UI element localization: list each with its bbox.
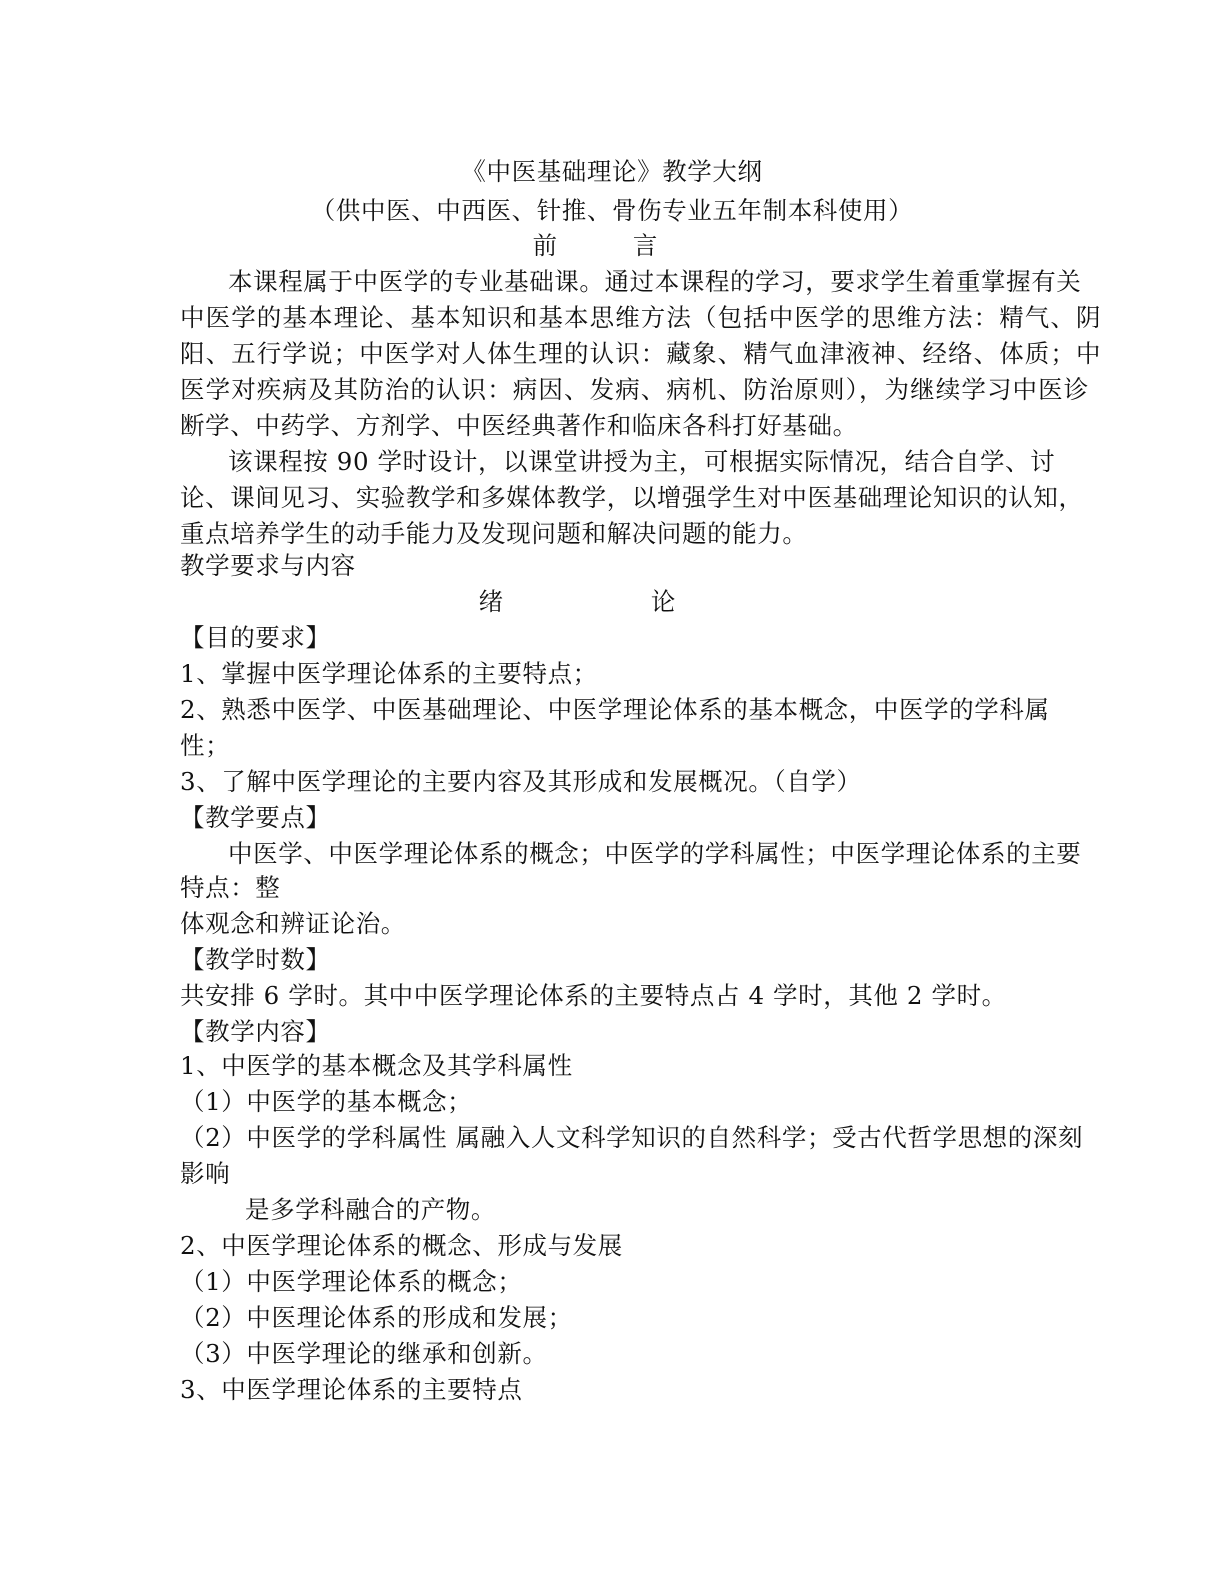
objective-item: 2、熟悉中医学、中医基础理论、中医学理论体系的基本概念，中医学的学科属 bbox=[180, 695, 1050, 724]
preface-p1-line: 中医学的基本理论、基本知识和基本思维方法（包括中医学的思维方法：精气、阴 bbox=[180, 303, 1102, 332]
preface-p1-line: 本课程属于中医学的专业基础课。通过本课程的学习，要求学生着重掌握有关 bbox=[228, 267, 1082, 296]
objective-item: 性； bbox=[180, 731, 231, 760]
section-label: 教学要求与内容 bbox=[180, 551, 356, 580]
content-line: 3、中医学理论体系的主要特点 bbox=[180, 1375, 523, 1404]
key-points-line: 特点：整 bbox=[180, 873, 281, 902]
preface-p2-line: 该课程按 90 学时设计，以课堂讲授为主，可根据实际情况，结合自学、讨 bbox=[228, 447, 1056, 476]
content-line: 是多学科融合的产物。 bbox=[245, 1195, 496, 1224]
content-line: 影响 bbox=[180, 1159, 231, 1188]
content-line: 1、中医学的基本概念及其学科属性 bbox=[180, 1051, 573, 1080]
content-line: （3）中医学理论的继承和创新。 bbox=[180, 1339, 548, 1368]
chapter-heading: 绪 论 bbox=[478, 587, 746, 616]
content-line: （1）中医学理论体系的概念； bbox=[180, 1267, 523, 1296]
preface-p2-line: 重点培养学生的动手能力及发现问题和解决问题的能力。 bbox=[180, 519, 808, 548]
key-points-line: 中医学、中医学理论体系的概念；中医学的学科属性；中医学理论体系的主要 bbox=[228, 839, 1082, 868]
document-subtitle: （供中医、中西医、针推、骨伤专业五年制本科使用） bbox=[310, 196, 914, 225]
hours-text: 共安排 6 学时。其中中医学理论体系的主要特点占 4 学时，其他 2 学时。 bbox=[180, 981, 1007, 1010]
objective-item: 3、了解中医学理论的主要内容及其形成和发展概况。（自学） bbox=[180, 767, 862, 796]
preface-heading: 前 言 bbox=[532, 231, 692, 260]
preface-p2-line: 论、课间见习、实验教学和多媒体教学，以增强学生对中医基础理论知识的认知， bbox=[180, 483, 1084, 512]
document-title: 《中医基础理论》教学大纲 bbox=[461, 157, 763, 186]
content-line: （2）中医理论体系的形成和发展； bbox=[180, 1303, 573, 1332]
content-line: （1）中医学的基本概念； bbox=[180, 1087, 473, 1116]
preface-p1-line: 医学对疾病及其防治的认识：病因、发病、病机、防治原则），为继续学习中医诊 bbox=[180, 375, 1090, 404]
objectives-heading: 【目的要求】 bbox=[180, 623, 331, 652]
hours-heading: 【教学时数】 bbox=[180, 945, 331, 974]
preface-p1-line: 阳、五行学说；中医学对人体生理的认识：藏象、精气血津液神、经络、体质；中 bbox=[180, 339, 1102, 368]
content-line: 2、中医学理论体系的概念、形成与发展 bbox=[180, 1231, 623, 1260]
preface-p1-line: 断学、中药学、方剂学、中医经典著作和临床各科打好基础。 bbox=[180, 411, 858, 440]
objective-item: 1、掌握中医学理论体系的主要特点； bbox=[180, 659, 598, 688]
key-points-heading: 【教学要点】 bbox=[180, 803, 331, 832]
content-heading: 【教学内容】 bbox=[180, 1017, 331, 1046]
key-points-line: 体观念和辨证论治。 bbox=[180, 909, 406, 938]
content-line: （2）中医学的学科属性 属融入人文科学知识的自然科学；受古代哲学思想的深刻 bbox=[180, 1123, 1084, 1152]
